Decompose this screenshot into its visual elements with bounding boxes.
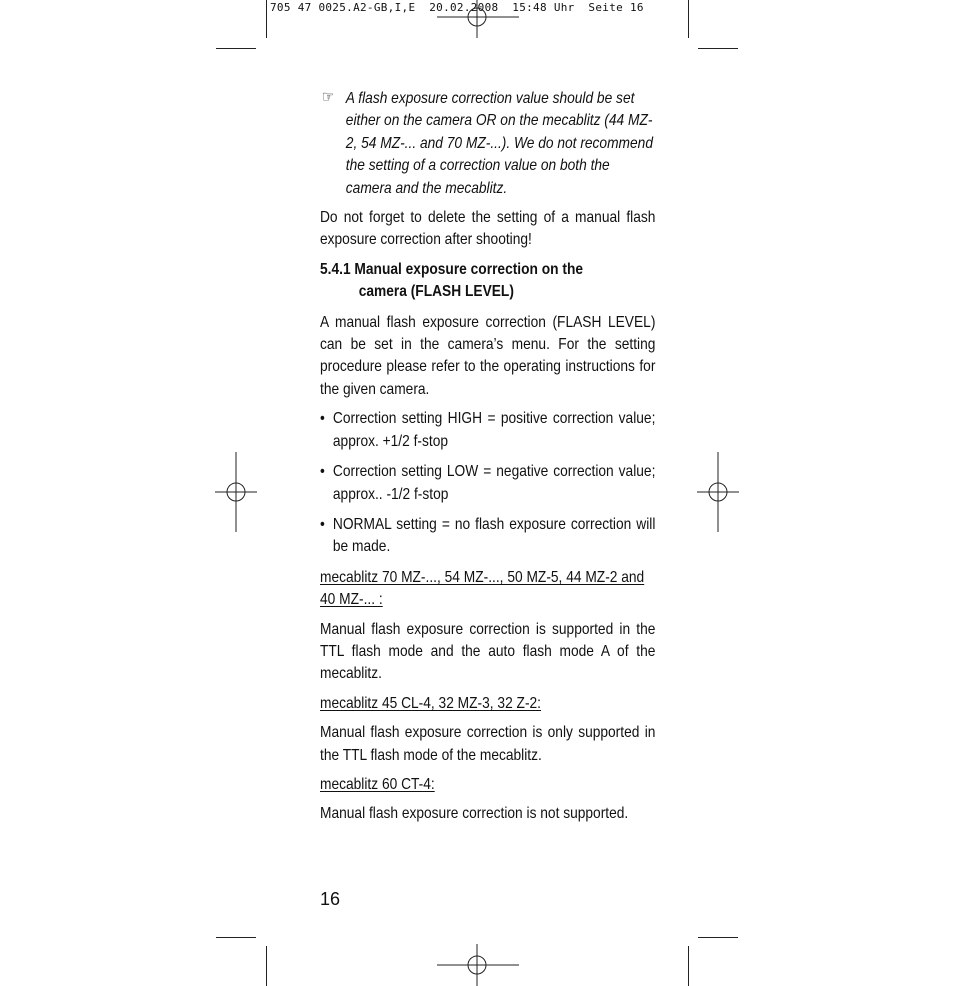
model-group-text: Manual flash exposure correction is supported in the TTL flash mode and the auto flash mode A of the mecablitz. xyxy=(320,620,656,683)
reminder-paragraph: Do not forget to delete the setting of a manual flash exposure correction after shooting! xyxy=(320,209,656,249)
model-group-title: mecablitz 70 MZ-..., 54 MZ-..., 50 MZ-5, 44 MZ-2 and 40 MZ-... : xyxy=(320,568,645,609)
bullet-text: Correction setting LOW = negative correction value; approx.. -1/2 f-stop xyxy=(332,463,656,503)
crop-mark-bottom-right-h xyxy=(698,937,738,938)
bullet-icon: • xyxy=(320,463,325,481)
bullet-icon: • xyxy=(320,515,325,533)
crop-mark-bottom-left-v xyxy=(266,946,267,986)
registration-mark-left-icon xyxy=(215,452,257,532)
crop-mark-top-left-h xyxy=(216,48,256,49)
registration-mark-right-icon xyxy=(697,452,739,532)
page-number: 16 xyxy=(320,889,341,909)
model-group-title: mecablitz 60 CT-4: xyxy=(320,775,435,793)
note-text: A flash exposure correction value should be set either on the camera OR on the mecablitz (44 MZ-2, 54 MZ-... and 70 MZ-...). We do not recommend the setting of a correction value on both the camera and the mecablitz. xyxy=(345,90,653,197)
model-group-text: Manual flash exposure correction is only supported in the TTL flash mode of the mecablitz. xyxy=(320,724,656,764)
model-group-text: Manual flash exposure correction is not supported. xyxy=(320,805,629,823)
intro-paragraph: A manual flash exposure correction (FLASH LEVEL) can be set in the camera’s menu. For the setting procedure please refer to the operating instructions for the given camera. xyxy=(320,313,656,398)
model-group-title: mecablitz 45 CL-4, 32 MZ-3, 32 Z-2: xyxy=(320,694,542,712)
print-slug: 705 47 0025.A2-GB,I,E 20.02.2008 15:48 Uhr Seite 16 xyxy=(270,1,644,14)
crop-mark-bottom-left-h xyxy=(216,937,256,938)
section-heading-line2: camera (FLASH LEVEL) xyxy=(358,283,514,301)
registration-mark-top-icon xyxy=(437,0,519,40)
registration-mark-bottom-icon xyxy=(437,944,519,986)
pointing-hand-icon: ☞ xyxy=(321,89,335,106)
crop-mark-top-left-v xyxy=(266,0,267,38)
crop-mark-bottom-right-v xyxy=(688,946,689,986)
text-column xyxy=(320,88,655,833)
bullet-item xyxy=(320,461,655,506)
bullet-item xyxy=(320,514,655,559)
crop-mark-top-right-v xyxy=(688,0,689,38)
bullet-text: Correction setting HIGH = positive correction value; approx. +1/2 f-stop xyxy=(332,410,656,450)
note-block xyxy=(320,88,655,200)
crop-mark-top-right-h xyxy=(698,48,738,49)
bullet-text: NORMAL setting = no flash exposure correction will be made. xyxy=(332,515,656,556)
section-heading-line1: 5.4.1 Manual exposure correction on the xyxy=(320,260,584,278)
section-heading xyxy=(320,259,655,304)
bullet-item xyxy=(320,408,655,453)
bullet-icon: • xyxy=(320,410,325,428)
